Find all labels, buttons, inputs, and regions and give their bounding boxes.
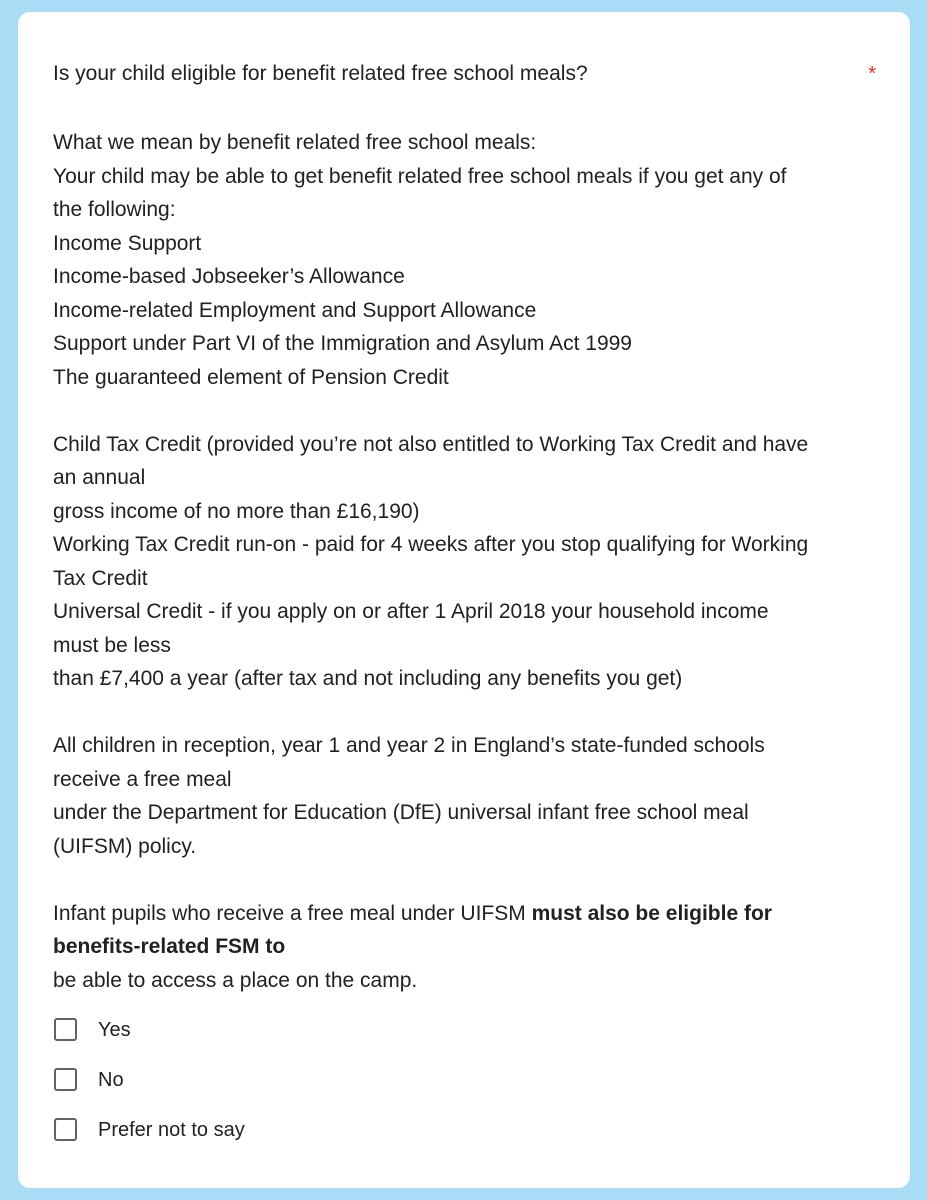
option-label-no[interactable]: No [98,1069,124,1091]
checkbox-no[interactable] [54,1068,77,1091]
question-card [18,12,910,1188]
uifsm-note-line: receive a free meal [53,767,232,791]
question-title: Is your child eligible for benefit related free school meals? [53,62,588,85]
eligibility-note-line: be able to access a place on the camp. [53,968,418,992]
option-yes[interactable] [53,1016,353,1066]
checkbox-yes[interactable] [54,1018,77,1041]
description-line: gross income of no more than £16,190) [53,499,420,523]
eligibility-note-text: Infant pupils who receive a free meal under UIFSM [53,901,532,925]
description-line: than £7,400 a year (after tax and not including any benefits you get) [53,667,683,690]
option-label-prefer-not-to-say[interactable]: Prefer not to say [98,1119,245,1141]
checkbox-group [53,1016,353,1166]
uifsm-note-line: under the Department for Education (DfE) universal infant free school meal [53,801,749,824]
description-line: an annual [53,466,146,489]
benefit-item-pension-credit: The guaranteed element of Pension Credit [53,365,449,389]
description-line: Your child may be able to get benefit related free school meals if you get any of [53,164,787,188]
eligibility-note-line [53,897,873,931]
option-no[interactable] [53,1066,353,1116]
required-asterisk: * [868,63,876,85]
paragraph-gap [53,394,873,428]
uifsm-note-line: All children in reception, year 1 and year 2 in England’s state-funded schools [53,734,765,757]
paragraph-gap [53,696,873,730]
checkbox-prefer-not-to-say[interactable] [54,1118,77,1141]
option-prefer-not-to-say[interactable] [53,1116,353,1166]
benefit-item-employment-support-allowance: Income-related Employment and Support Allowance [53,298,537,322]
benefit-item-immigration-asylum-support: Support under Part VI of the Immigration and Asylum Act 1999 [53,332,632,355]
description-line: the following: [53,198,176,221]
benefit-item-income-support: Income Support [53,231,202,255]
description-line: What we mean by benefit related free school meals: [53,131,537,154]
benefit-item-child-tax-credit: Child Tax Credit (provided you’re not also entitled to Working Tax Credit and have [53,432,809,456]
option-label-yes[interactable]: Yes [98,1019,131,1041]
question-description [53,126,873,997]
paragraph-gap [53,863,873,897]
benefit-item-working-tax-credit-run-on: Working Tax Credit run-on - paid for 4 weeks after you stop qualifying for Working [53,533,809,556]
eligibility-note-emphasis: must also be eligible for [531,901,772,925]
uifsm-note-line: (UIFSM) policy. [53,834,197,858]
benefit-item-jobseekers-allowance: Income-based Jobseeker’s Allowance [53,265,405,288]
description-line: must be less [53,633,171,657]
eligibility-note-emphasis: benefits-related FSM to [53,935,286,958]
benefit-item-universal-credit: Universal Credit - if you apply on or after 1 April 2018 your household income [53,600,769,623]
description-line: Tax Credit [53,566,148,590]
eligibility-note-line [53,930,873,964]
